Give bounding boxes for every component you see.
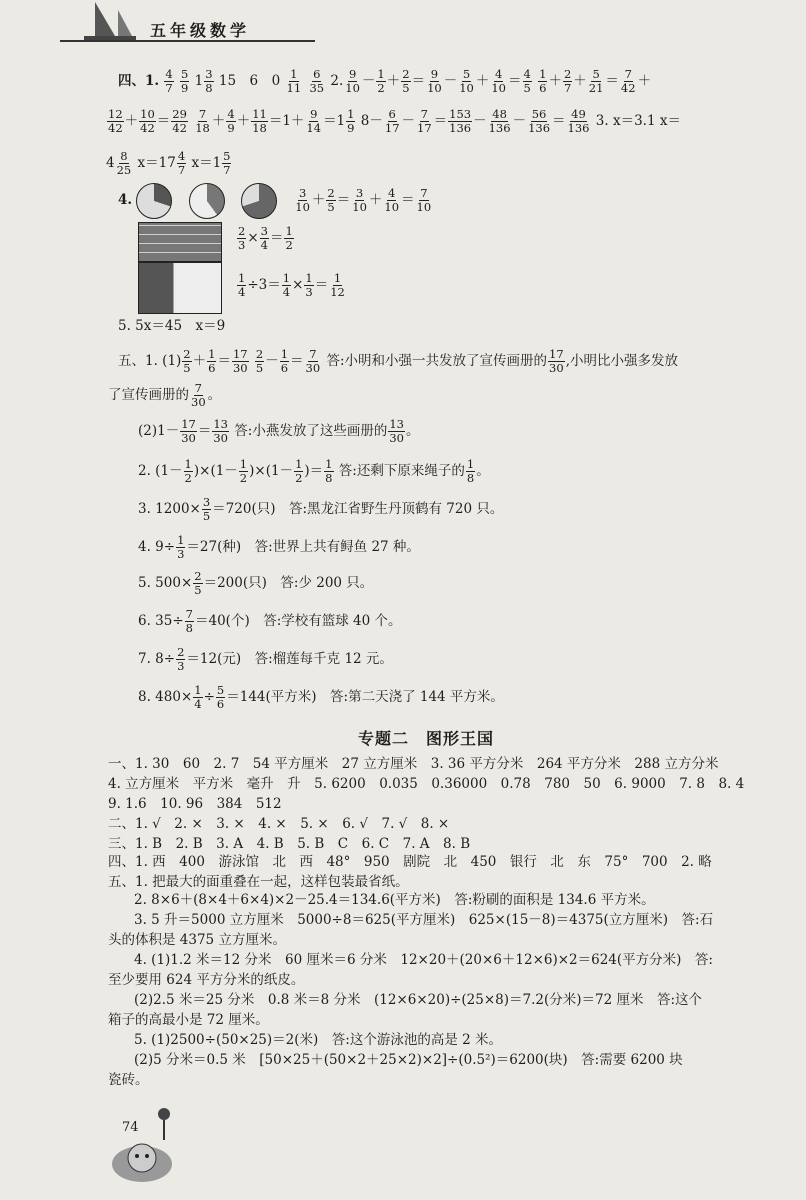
s5-q8 [138, 684, 504, 711]
text: ＋ [192, 353, 207, 369]
text: ＋ [637, 73, 652, 89]
text: 8. 480× [138, 689, 193, 705]
fraction: $\frac{1}{4}$ [238, 271, 246, 299]
fraction: $\frac{1}{6}$ [280, 347, 289, 375]
text: ＝ [156, 113, 171, 129]
text: ＝ [411, 73, 426, 89]
text: ＝ [336, 192, 351, 208]
text: － [512, 113, 527, 129]
fraction: $\frac{5}{21}$ [588, 67, 604, 95]
text: ＋ [548, 73, 562, 89]
s5-line2 [138, 418, 420, 445]
text: ＋ [311, 192, 326, 208]
text: )×(1－ [249, 463, 294, 479]
fraction: $\frac{1}{2}$ [239, 457, 248, 485]
fraction: $\frac{48}{136}$ [488, 107, 511, 135]
fraction: $\frac{11}{18}$ [252, 107, 267, 135]
fraction: $\frac{4}{5}$ [523, 67, 531, 95]
s4-q5 [118, 316, 225, 336]
text: 。 [207, 387, 222, 403]
fraction: $\frac{4}{7}$ [165, 67, 173, 95]
fraction: $\frac{10}{42}$ [140, 107, 155, 135]
fraction: $\frac{153}{136}$ [449, 107, 472, 135]
fraction: $\frac{1}{4}$ [194, 683, 202, 711]
fraction: $\frac{9}{14}$ [306, 107, 322, 135]
t2-l14: 箱子的高最小是 72 厘米。 [108, 1012, 269, 1028]
fraction: $\frac{3}{4}$ [260, 224, 268, 252]
text: ＝720(只) 答:黑龙江省野生丹顶鹤有 720 只。 [212, 501, 504, 517]
fraction: $\frac{17}{30}$ [232, 347, 248, 375]
text: 。 [476, 463, 490, 479]
fraction: $\frac{1}{2}$ [377, 67, 385, 95]
text: － [473, 113, 487, 129]
fraction: $\frac{3}{10}$ [295, 186, 310, 214]
t2-l5: 三、1. B 2. B 3. A 4. B 5. B C 6. C 7. A 8. B [108, 836, 471, 852]
t2-l2: 4. 立方厘米 平方米 毫升 升 5. 6200 0.035 0.36000 0.78 780 50 6. 9000 7. 8 8. 4 [108, 776, 745, 792]
pie-chart-icon [241, 183, 277, 219]
fraction: $\frac{1}{12}$ [330, 271, 345, 299]
text: － [369, 113, 383, 129]
text: ,小明比小强多发放 [565, 353, 678, 369]
fraction: $\frac{1}{8}$ [466, 457, 475, 485]
text: ＝144(平方米) 答:第二天浇了 144 平方米。 [226, 689, 504, 705]
t2-l9: 3. 5 升＝5000 立方厘米 5000÷8＝625(平方厘米) 625×(15－8)＝4375(立方厘米) 答:石 [134, 912, 714, 928]
text: ＋ [386, 73, 401, 89]
text [175, 73, 179, 89]
text: ＝ [401, 192, 415, 208]
text: ＋ [475, 73, 490, 89]
t2-l4: 二、1. √ 2. × 3. × 4. × 5. × 6. √ 7. √ 8. × [108, 816, 450, 832]
text: － [443, 73, 458, 89]
text: x＝3.1 [612, 113, 656, 129]
fraction: $\frac{9}{10}$ [427, 67, 442, 95]
text: ＝40(个) 答:学校有篮球 40 个。 [195, 613, 402, 629]
fraction: $\frac{7}{42}$ [620, 67, 636, 95]
text: － [265, 353, 279, 369]
fraction: $\frac{8}{25}$ [116, 149, 132, 177]
s5-q2 [138, 458, 490, 485]
fraction: $\frac{17}{30}$ [549, 347, 564, 375]
sailboat-logo [80, 0, 140, 42]
t2-l8: 2. 8×6＋(8×4＋6×4)×2－25.4＝134.6(平方米) 答:粉刷的面积是 134.6 平方米。 [134, 892, 655, 908]
t2-l12: 至少要用 624 平方分米的纸皮。 [108, 972, 305, 988]
fraction: $\frac{1}{3}$ [177, 533, 185, 561]
fraction: $\frac{3}{8}$ [205, 67, 213, 95]
grid-figure-2 [138, 262, 222, 314]
text: ＝ [552, 113, 566, 129]
q4-eq2 [236, 225, 295, 252]
text: 。 [406, 423, 420, 439]
text: 了宣传画册的 [108, 387, 189, 403]
fraction: $\frac{2}{3}$ [238, 224, 246, 252]
fraction: $\frac{4}{7}$ [177, 149, 186, 177]
fraction: $\frac{4}{10}$ [491, 67, 506, 95]
text: 7. 8÷ [138, 651, 176, 667]
text: － [401, 113, 416, 129]
s4-label: 四、1. [118, 73, 160, 89]
s5-q7 [138, 646, 393, 673]
text: ＋ [211, 113, 226, 129]
fraction: $\frac{1}{2}$ [184, 457, 192, 485]
section-title: 专题二 图形王国 [358, 729, 495, 748]
t2-l7: 五、1. 把最大的面重叠在一起，这样包装最省纸。 [108, 874, 409, 890]
text: ＝ [217, 353, 231, 369]
fraction: $\frac{17}{30}$ [181, 417, 196, 445]
text: × [247, 230, 259, 246]
text: ＋ [573, 73, 587, 89]
fraction: $\frac{1}{2}$ [285, 224, 293, 252]
text: 15 6 0 [218, 73, 281, 89]
text: 8 [360, 113, 370, 129]
grid-figure-1 [138, 222, 222, 262]
fraction: $\frac{1}{2}$ [295, 457, 303, 485]
text: 6. 35÷ [138, 613, 184, 629]
mascot-illustration [102, 1100, 182, 1188]
text: ＝ [433, 113, 448, 129]
fraction: $\frac{7}{10}$ [416, 186, 432, 214]
fraction: $\frac{2}{7}$ [563, 67, 572, 95]
fraction: $\frac{5}{9}$ [181, 67, 189, 95]
fraction: $\frac{13}{30}$ [389, 417, 404, 445]
fraction: $\frac{2}{3}$ [177, 645, 185, 673]
text: ＋ [236, 113, 251, 129]
text: ＝ [290, 353, 304, 369]
fraction: $\frac{1}{3}$ [305, 271, 313, 299]
fraction: $\frac{1}{8}$ [325, 457, 333, 485]
q4-label: 4. [118, 192, 133, 208]
t2-l17: 瓷砖。 [108, 1072, 149, 1088]
fraction: $\frac{2}{5}$ [183, 347, 191, 375]
text: 五、1. (1) [118, 353, 182, 369]
t2-l15: 5. (1)2500÷(50×25)＝2(米) 答:这个游泳池的高是 2 米。 [134, 1032, 503, 1048]
text: x＝ [659, 113, 681, 129]
s5-line1-cont [108, 382, 221, 409]
s4-q4 [118, 180, 433, 220]
s4-line2 [106, 108, 681, 135]
t2-l13: (2)2.5 米＝25 分米 0.8 米＝8 分米 (12×6×20)÷(25×8)＝7.2(分米)＝72 厘米 答:这个 [134, 992, 703, 1008]
s5-line1 [118, 348, 678, 375]
page-number: 74 [122, 1120, 139, 1135]
text: ＋ [368, 192, 383, 208]
text: ＋ [124, 113, 139, 129]
s5-q3 [138, 496, 503, 523]
text: × [292, 277, 304, 293]
text: x＝17 [137, 155, 176, 171]
text: 答:小明和小强一共发放了宣传画册的 [326, 353, 548, 369]
text: )＝ [304, 463, 324, 479]
fraction: $\frac{5}{10}$ [459, 67, 474, 95]
text: ＝ [605, 73, 619, 89]
text: 4 [106, 155, 115, 171]
text: ÷3＝ [247, 277, 281, 293]
fraction: $\frac{3}{10}$ [352, 186, 367, 214]
s5-q5 [138, 570, 373, 597]
fraction: $\frac{1}{6}$ [539, 67, 547, 95]
text: ＝ [197, 423, 212, 439]
t2-l10: 头的体积是 4375 立方厘米。 [108, 932, 286, 948]
fraction: $\frac{7}{8}$ [185, 607, 193, 635]
text: 3. 1200× [138, 501, 201, 517]
text: 答:还剩下原来绳子的 [338, 463, 465, 479]
fraction: $\frac{6}{17}$ [384, 107, 400, 135]
fraction: $\frac{13}{30}$ [213, 417, 228, 445]
text: 5. 500× [138, 575, 193, 591]
page-header [60, 0, 320, 48]
fraction: $\frac{12}{42}$ [108, 107, 123, 135]
text: 2. [330, 73, 344, 89]
fraction: $\frac{2}{5}$ [402, 67, 410, 95]
fraction: $\frac{4}{9}$ [227, 107, 235, 135]
text: 3. [595, 113, 609, 129]
fraction: $\frac{9}{10}$ [345, 67, 360, 95]
fraction: $\frac{7}{30}$ [191, 381, 206, 409]
fraction: $\frac{29}{42}$ [172, 107, 187, 135]
text [280, 73, 284, 89]
book-title: 五年级数学 [150, 21, 251, 40]
t2-l16: (2)5 分米＝0.5 米 [50×25＋(50×2＋25×2)×2]÷(0.5²)＝6200(块) 答:需要 6200 块 [134, 1052, 683, 1068]
fraction: $\frac{3}{5}$ [202, 495, 211, 523]
q5-text: 5. 5x＝45 x＝9 [118, 318, 226, 334]
fraction: $\frac{2}{5}$ [194, 569, 202, 597]
text [533, 73, 537, 89]
text: ＝ [269, 230, 284, 246]
fraction: $\frac{1}{11}$ [286, 67, 302, 95]
text: (2)1－ [138, 423, 180, 439]
s5-q4 [138, 534, 420, 561]
text: ＝1 [323, 113, 346, 129]
text: ＝12(元) 答:榴莲每千克 12 元。 [186, 651, 393, 667]
t2-l11: 4. (1)1.2 米＝12 分米 60 厘米＝6 分米 12×20＋(20×6＋12×6)×2＝624(平方分米) 答: [134, 952, 713, 968]
t2-l3: 9. 1.6 10. 96 384 512 [108, 796, 282, 812]
header-rule [60, 40, 315, 42]
t2-l1: 一、1. 30 60 2. 7 54 平方厘米 27 立方厘米 3. 36 平方分米 264 平方分米 288 立方分米 [108, 756, 719, 772]
text [189, 113, 193, 129]
text: ＝200(只) 答:少 200 只。 [203, 575, 374, 591]
text: ÷ [203, 689, 215, 705]
fraction: $\frac{7}{30}$ [305, 347, 321, 375]
text: 1 [194, 73, 204, 89]
fraction: $\frac{7}{17}$ [417, 107, 432, 135]
fraction: $\frac{4}{10}$ [384, 186, 400, 214]
fraction: $\frac{1}{4}$ [282, 271, 291, 299]
pie-chart-icon [136, 183, 172, 219]
fraction: $\frac{56}{136}$ [528, 107, 551, 135]
s4-line3 [106, 150, 232, 177]
fraction: $\frac{2}{5}$ [327, 186, 335, 214]
fraction: $\frac{1}{9}$ [347, 107, 355, 135]
text [303, 73, 307, 89]
s5-q6 [138, 608, 402, 635]
fraction: $\frac{49}{136}$ [567, 107, 590, 135]
fraction: $\frac{6}{35}$ [309, 67, 325, 95]
text: － [361, 73, 376, 89]
text: x＝1 [191, 155, 222, 171]
text: )×(1－ [193, 463, 238, 479]
text: ＝ [508, 73, 522, 89]
text: ＝27(种) 答:世界上共有鲟鱼 27 种。 [186, 539, 420, 555]
fraction: $\frac{5}{7}$ [223, 149, 231, 177]
text: ＝ [314, 277, 329, 293]
text: 2. (1－ [138, 463, 183, 479]
text [250, 353, 254, 369]
fraction: $\frac{2}{5}$ [255, 347, 264, 375]
fraction: $\frac{1}{6}$ [208, 347, 216, 375]
t2-l6: 四、1. 西 400 游泳馆 北 西 48° 950 剧院 北 450 银行 北 东 75° 700 2. 略 [108, 854, 712, 870]
pie-chart-icon [189, 183, 225, 219]
text: ＝1＋ [268, 113, 305, 129]
text: 4. 9÷ [138, 539, 176, 555]
fraction: $\frac{7}{18}$ [195, 107, 210, 135]
q4-eq3 [236, 272, 347, 299]
fraction: $\frac{5}{6}$ [216, 683, 225, 711]
text: 答:小燕发放了这些画册的 [234, 423, 388, 439]
s4-line1 [118, 68, 651, 95]
